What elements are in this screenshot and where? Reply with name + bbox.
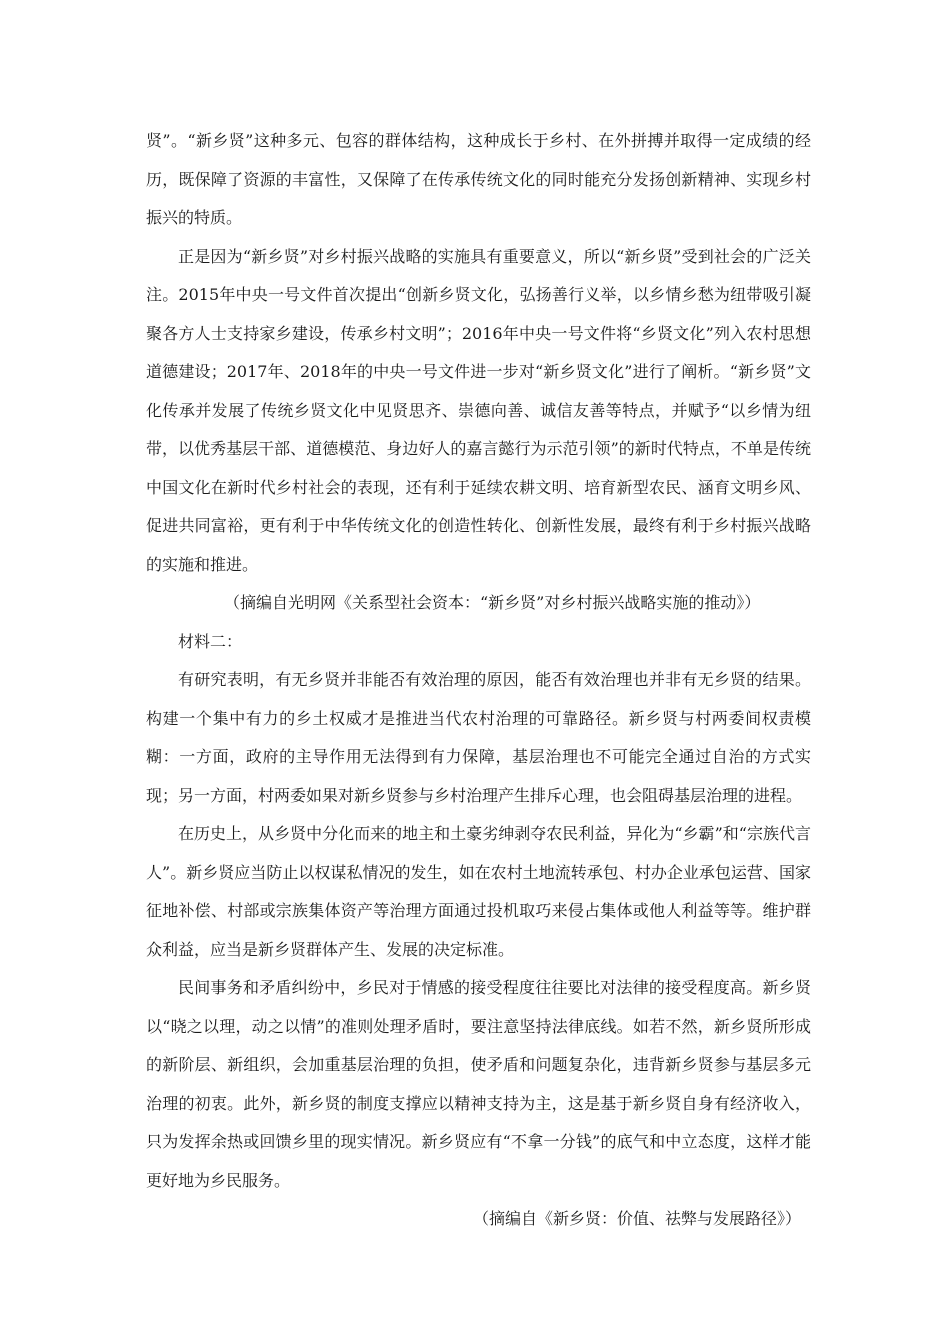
material-two-paragraph-1: 有研究表明，有无乡贤并非能否有效治理的原因，能否有效治理也并非有无乡贤的结果。构建一个集中有力的乡土权威才是推进当代农村治理的可靠路径。新乡贤与村两委间权责模糊：一方面，政府的主导作用无法得到有力保障，基层治理也不可能完全通过自治的方式实现；另一方面，村两委如果对新乡贤参与乡村治理产生排斥心理，也会阻碍基层治理的进程。 — [146, 670, 811, 805]
material-two-paragraph-2: 在历史上，从乡贤中分化而来的地主和土豪劣绅剥夺农民利益，异化为“乡霸”和“宗族代言人”。新乡贤应当防止以权谋私情况的发生，如在农村土地流转承包、村办企业承包运营、国家征地补偿、村部或宗族集体资产等治理方面通过投机取巧来侵占集体或他人利益等等。维护群众利益，应当是新乡贤群体产生、发展的决定标准。 — [146, 824, 811, 959]
material-one-paragraph-2: 正是因为“新乡贤”对乡村振兴战略的实施具有重要意义，所以“新乡贤”受到社会的广泛关注。2015年中央一号文件首次提出“创新乡贤文化，弘扬善行义举，以乡情乡愁为纽带吸引凝聚各方人士支持家乡建设，传承乡村文明”；2016年中央一号文件将“乡贤文化”列入农村思想道德建设；2017年、2018年的中央一号文件进一步对“新乡贤文化”进行了阐析。“新乡贤”文化传承并发展了传统乡贤文化中见贤思齐、崇德向善、诚信友善等特点，并赋予“以乡情为纽带，以优秀基层干部、道德模范、身边好人的嘉言懿行为示范引领”的新时代特点，不单是传统中国文化在新时代乡村社会的表现，还有利于延续农耕文明、培育新型农民、涵育文明乡风、促进共同富裕，更有利于中华传统文化的创造性转化、创新性发展，最终有利于乡村振兴战略的实施和推进。 — [146, 246, 811, 574]
material-one-continued-paragraph: 贤”。“新乡贤”这种多元、包容的群体结构，这种成长于乡村、在外拼搏并取得一定成绩的经历，既保障了资源的丰富性，又保障了在传承传统文化的同时能充分发扬创新精神、实现乡村振兴的特质。 — [146, 131, 811, 227]
material-two-source: （摘编自《新乡贤：价值、祛弊与发展路径》） — [472, 1209, 801, 1228]
material-one-source: （摘编自光明网《关系型社会资本：“新乡贤”对乡村振兴战略实施的推动》） — [224, 593, 761, 612]
material-two-paragraph-3: 民间事务和矛盾纠纷中，乡民对于情感的接受程度往往要比对法律的接受程度高。新乡贤以“晓之以理，动之以情”的准则处理矛盾时，要注意坚持法律底线。如若不然，新乡贤所形成的新阶层、新组织，会加重基层治理的负担，使矛盾和问题复杂化，违背新乡贤参与基层多元治理的初衷。此外，新乡贤的制度支撑应以精神支持为主，这是基于新乡贤自身有经济收入，只为发挥余热或回馈乡里的现实情况。新乡贤应有“不拿一分钱”的底气和中立态度，这样才能更好地为乡民服务。 — [146, 978, 811, 1190]
material-two-heading: 材料二： — [178, 631, 243, 651]
article-body — [146, 122, 811, 1239]
